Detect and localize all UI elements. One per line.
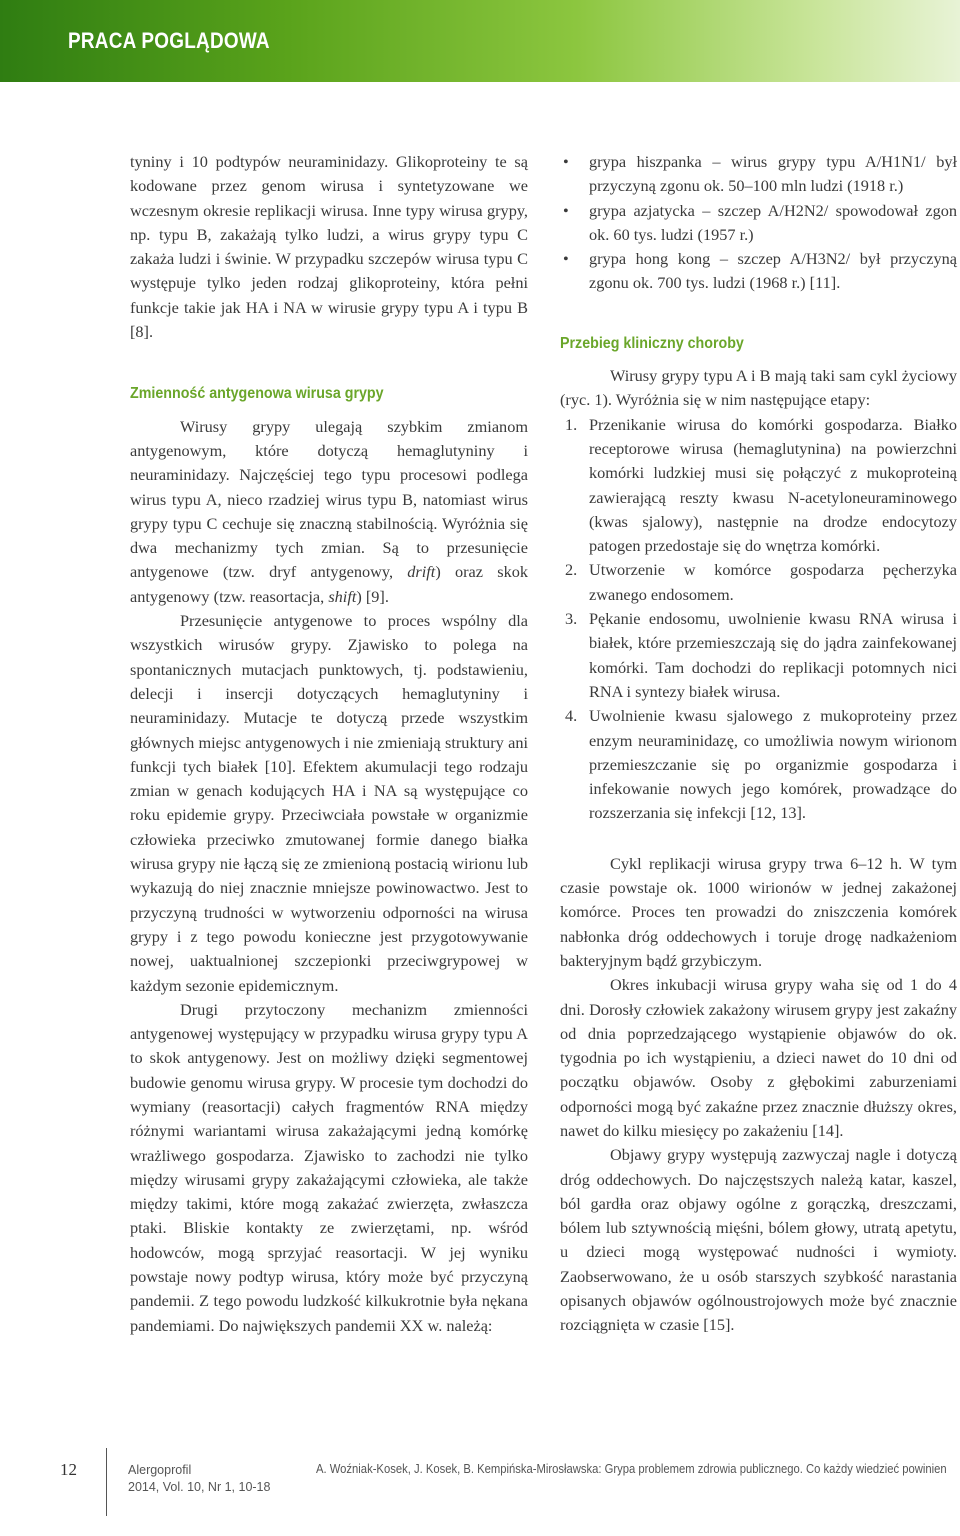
italic-term: drift xyxy=(407,562,436,582)
step-number: 4. xyxy=(565,706,578,726)
italic-term: shift xyxy=(328,586,357,606)
step-text: Uwolnienie kwasu sjalowego z mukoproteiny przez enzym neuraminidazę, co umożliwia nowym wirionom przemieszczanie się po organizmie gospodarza i infekowanie nowych jego komórek, prowadzące do rozszerzania się infekcji [12, 13]. xyxy=(589,706,957,823)
bullet-icon: • xyxy=(563,200,569,220)
section-heading: Przebieg kliniczny choroby xyxy=(560,334,744,352)
list-item xyxy=(560,704,957,825)
step-number: 1. xyxy=(565,414,578,434)
paragraph xyxy=(130,415,528,609)
article-citation: A. Woźniak-Kosek, J. Kosek, B. Kempińska-Mirosławska: Grypa problemem zdrowia publicznego. Co każdy wiedzieć powinien xyxy=(316,1462,947,1476)
paragraph: Okres inkubacji wirusa grypy waha się od 1 do 4 dni. Dorosły człowiek zakażony wirusem grypy jest zakaźny od dnia poprzedzającego wystąpienie objawów do ok. tygodnia po ich wystąpieniu, a dzieci nawet do 10 dni od początku objawów. Osoby z głębokimi zaburzeniami odporności mogą być zakaźne przez znacznie dłuższy okres, nawet do kilku miesięcy po zakażeniu [14]. xyxy=(560,975,957,1140)
paragraph: Wirusy grypy typu A i B mają taki sam cykl życiowy (ryc. 1). Wyróżnia się w nim następujące etapy: xyxy=(560,366,957,410)
step-text: Pękanie endosomu, uwolnienie kwasu RNA wirusa i białek, które przemieszczają się do jądra zainfekowanej komórki. Tam dochodzi do replikacji potomnych nici RNA i syntezy białek wirusa. xyxy=(589,609,957,701)
step-text: Utworzenie w komórce gospodarza pęcherzyka zwanego endosomem. xyxy=(589,560,957,604)
list-item xyxy=(560,413,957,559)
paragraph: Drugi przytoczony mechanizm zmienności antygenowej występujący w przypadku wirusa grypy typu A to skok antygenowy. Jest on możliwy dzięki segmentowej budowie genomu wirusa grypy. W procesie tym dochodzi do wymiany (reasortacji) całych fragmentów RNA między różnymi wariantami wirusa zakażającymi jedną komórkę wrażliwego gospodarza. Zjawisko to zachodzi nie tylko między wirusami grypy zakażającymi człowieka, ale także między takimi, które mogą zakażać zwierzęta, zwłaszcza ptaki. Bliskie kontakty ze zwierzętami, np. wśród hodowców, mogą sprzyjać reasortacji. W jej wyniku powstaje nowy podtyp wirusa, który może być przyczyną pandemii. Z tego powodu ludzkość kilkukrotnie była nękana pandemiami. Do największych pandemii XX w. należą: xyxy=(130,999,528,1335)
section-heading: Zmienność antygenowa wirusa grypy xyxy=(130,385,384,403)
page-footer xyxy=(0,1440,960,1536)
section-label: PRACA POGLĄDOWA xyxy=(68,28,270,53)
journal-name: Alergoprofil xyxy=(128,1463,192,1477)
list-item xyxy=(560,247,957,296)
step-text: Przenikanie wirusa do komórki gospodarza. Białko receptorowe wirusa (hemaglutynina) na powierzchni komórki ludzkiej musi się połączyć z mukoproteiną zawierającą reszty kwasu N-acetyloneuraminowego (kwas sjalowy), następnie na drodze endocytozy patogen przedostaje się do wnętrza komórki. xyxy=(589,414,957,556)
paragraph: tyniny i 10 podtypów neuraminidazy. Glikoproteiny te są kodowane przez genom wirusa i syntetyzowane we wczesnym okresie replikacji wirusa. Inne typy wirusa grypy, np. typu B, zakażają tylko ludzi, a wirus grypy typu C zakaża ludzi i świnie. W przypadku szczepów wirusa typu C występuje tylko jeden rodzaj glikoproteiny, która pełni funkcje takie jak HA i NA w wirusie grypy typu A i typu B [8]. xyxy=(130,152,528,342)
paragraph-text: Wirusy grypy ulegają szybkim zmianom antygenowym, które dotyczą hemaglutyniny i neuraminidazy. Najczęściej tego typu procesowi podlega wirus typu A, nieco rzadziej wirus typu B, natomiast wirus grypy typu C cechuje się znaczną stabilnością. Wyróżnia się dwa mechanizmy tych zmian. Są to przesunięcie antygenowe (tzw. dryf antygenowy, xyxy=(130,416,528,582)
step-number: 3. xyxy=(565,609,578,629)
left-column xyxy=(130,150,528,1338)
spacer xyxy=(560,826,957,852)
journal-issue: 2014, Vol. 10, Nr 1, 10-18 xyxy=(128,1480,271,1494)
list-item xyxy=(560,607,957,704)
footer-divider xyxy=(106,1448,107,1516)
list-item-text: grypa azjatycka – szczep A/H2N2/ spowodował zgon ok. 60 tys. ludzi (1957 r.) xyxy=(589,200,957,244)
paragraph: Cykl replikacji wirusa grypy trwa 6–12 h. W tym czasie powstaje ok. 1000 wirionów w jednej zakażonej komórce. Proces ten prowadzi do zniszczenia komórek nabłonka dróg oddechowych i toruje drogę nadkażeniom bakteryjnym bądź grzybiczym. xyxy=(560,853,957,970)
paragraph: Objawy grypy występują zazwyczaj nagle i dotyczą dróg oddechowych. Do najczęstszych należą katar, kaszel, ból gardła oraz objawy ogólne z gorączką, dreszczami, bólem lub sztywnością mięśni, bólem głowy, utratą apetytu, u dzieci mogą występować nudności i wymioty. Zaobserwowano, że u osób starszych szybkość narastania opisanych objawów ogólnoustrojowych może być znacznie rozciągnięta w czasie [15]. xyxy=(560,1145,957,1335)
paragraph: Przesunięcie antygenowe to proces wspólny dla wszystkich wirusów grypy. Zjawisko to polega na spontanicznych mutacjach punktowych, tj. podstawieniu, delecji i insercji dotyczących hemaglutyniny i neuraminidazy. Mutacje te dotyczą przede wszystkim głównych miejsc antygenowych i nie zmieniają struktury ani funkcji tych białek [10]. Efektem akumulacji tego rodzaju zmian w genach kodujących HA i NA są występujące co roku epidemie grypy. Przeciwciała powstałe w organizmie człowieka przeciwko zmutowanej formie danego białka wirusa grypy nie łączą się ze zmienioną postacią wirionu lub wykazują do niej znacznie mniejsze powinowactwo. Jest to przyczyną trudności w wytworzeniu odporności na wirusa grypy i z tego powodu konieczne jest przygotowywanie nowej, uaktualnionej szczepionki przeciwgrypowej w każdym sezonie epidemicznym. xyxy=(130,611,528,995)
list-item xyxy=(560,199,957,248)
list-item xyxy=(560,558,957,607)
pandemic-list xyxy=(560,150,957,296)
list-item-text: grypa hiszpanka – wirus grypy typu A/H1N1/ był przyczyną zgonu ok. 50–100 mln ludzi (1918 r.) xyxy=(589,152,957,196)
right-column xyxy=(560,150,957,1338)
journal-info xyxy=(128,1462,270,1496)
bullet-icon: • xyxy=(563,152,569,171)
lifecycle-steps xyxy=(560,413,957,826)
paragraph-text: ) [9]. xyxy=(356,586,389,606)
list-item xyxy=(560,150,957,199)
bullet-icon: • xyxy=(563,249,569,269)
paragraph-text: ) oraz skok antygenowy (tzw. reasortacja, xyxy=(130,562,528,606)
page-number: 12 xyxy=(60,1460,77,1479)
step-number: 2. xyxy=(565,560,578,580)
list-item-text: grypa hong kong – szczep A/H3N2/ był przyczyną zgonu ok. 700 tys. ludzi (1968 r.) [11]. xyxy=(589,249,957,293)
